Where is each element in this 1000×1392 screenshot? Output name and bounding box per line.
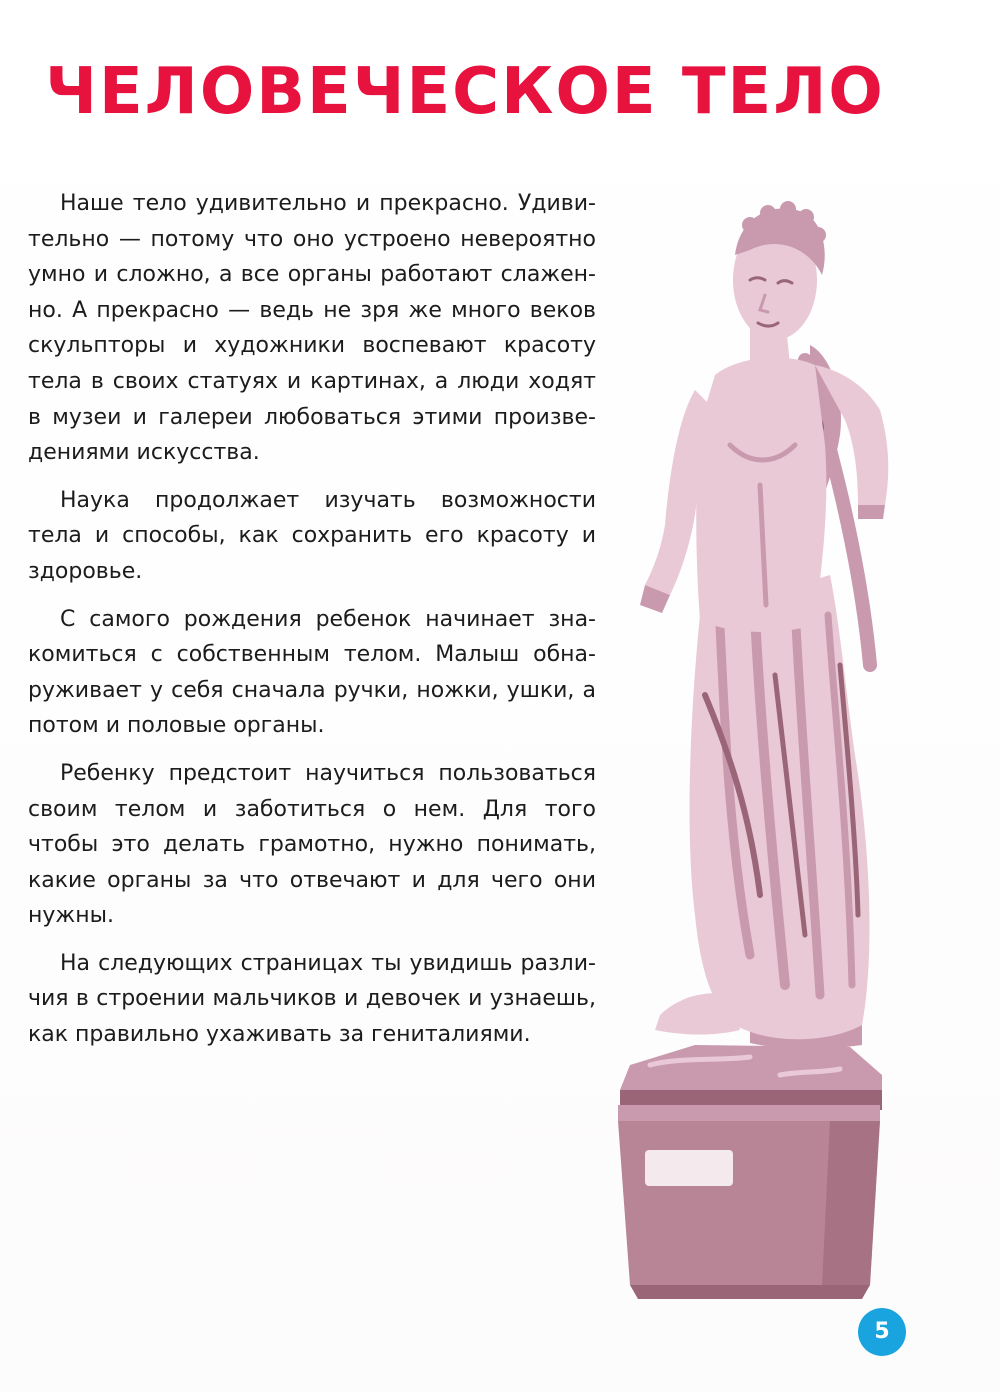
page-number-badge: 5 (858, 1308, 906, 1356)
pedestal (618, 1045, 882, 1299)
paragraph-1: Наше тело удивительно и прекрасно. Удивительно — потому что оно устроено невероятно умно и сложно, а все органы работают слаженно. А прекрасно — ведь не зря же много веков скульпторы и художники воспевают красоту тела в своих статуях и картинах, а люди ходят в музеи и галереи любоваться этими произведениями искусства. (28, 191, 596, 466)
statue-drapery (690, 575, 870, 1039)
paragraph-5: На следующих страницах ты увидишь различия в строении мальчиков и девочек и узнаешь, как правильно ухаживать за гениталиями. (28, 950, 596, 1048)
paragraph-3: С самого рождения ребенок начинает знакомиться с собственным телом. Малыш обнаруживает у себя сначала ручки, ножки, ушки, а потом и половые органы. (28, 606, 596, 739)
statue-head (733, 201, 826, 340)
statue-torso (696, 358, 826, 632)
statue-illustration (600, 195, 910, 1300)
page-title: ЧЕЛОВЕЧЕСКОЕ ТЕЛО (45, 55, 885, 129)
paragraph-2: Наука продолжает изучать возможности тела и способы, как сохранить его красоту и здоровье. (28, 487, 596, 584)
paragraph-4: Ребенку предстоит научиться пользоваться своим телом и заботиться о нем. Для того чтобы это делать грамотно, нужно понимать, какие органы за что отвечают и для чего они нужны. (28, 760, 596, 929)
statue-icon (600, 195, 910, 1300)
body-text (28, 186, 596, 1065)
